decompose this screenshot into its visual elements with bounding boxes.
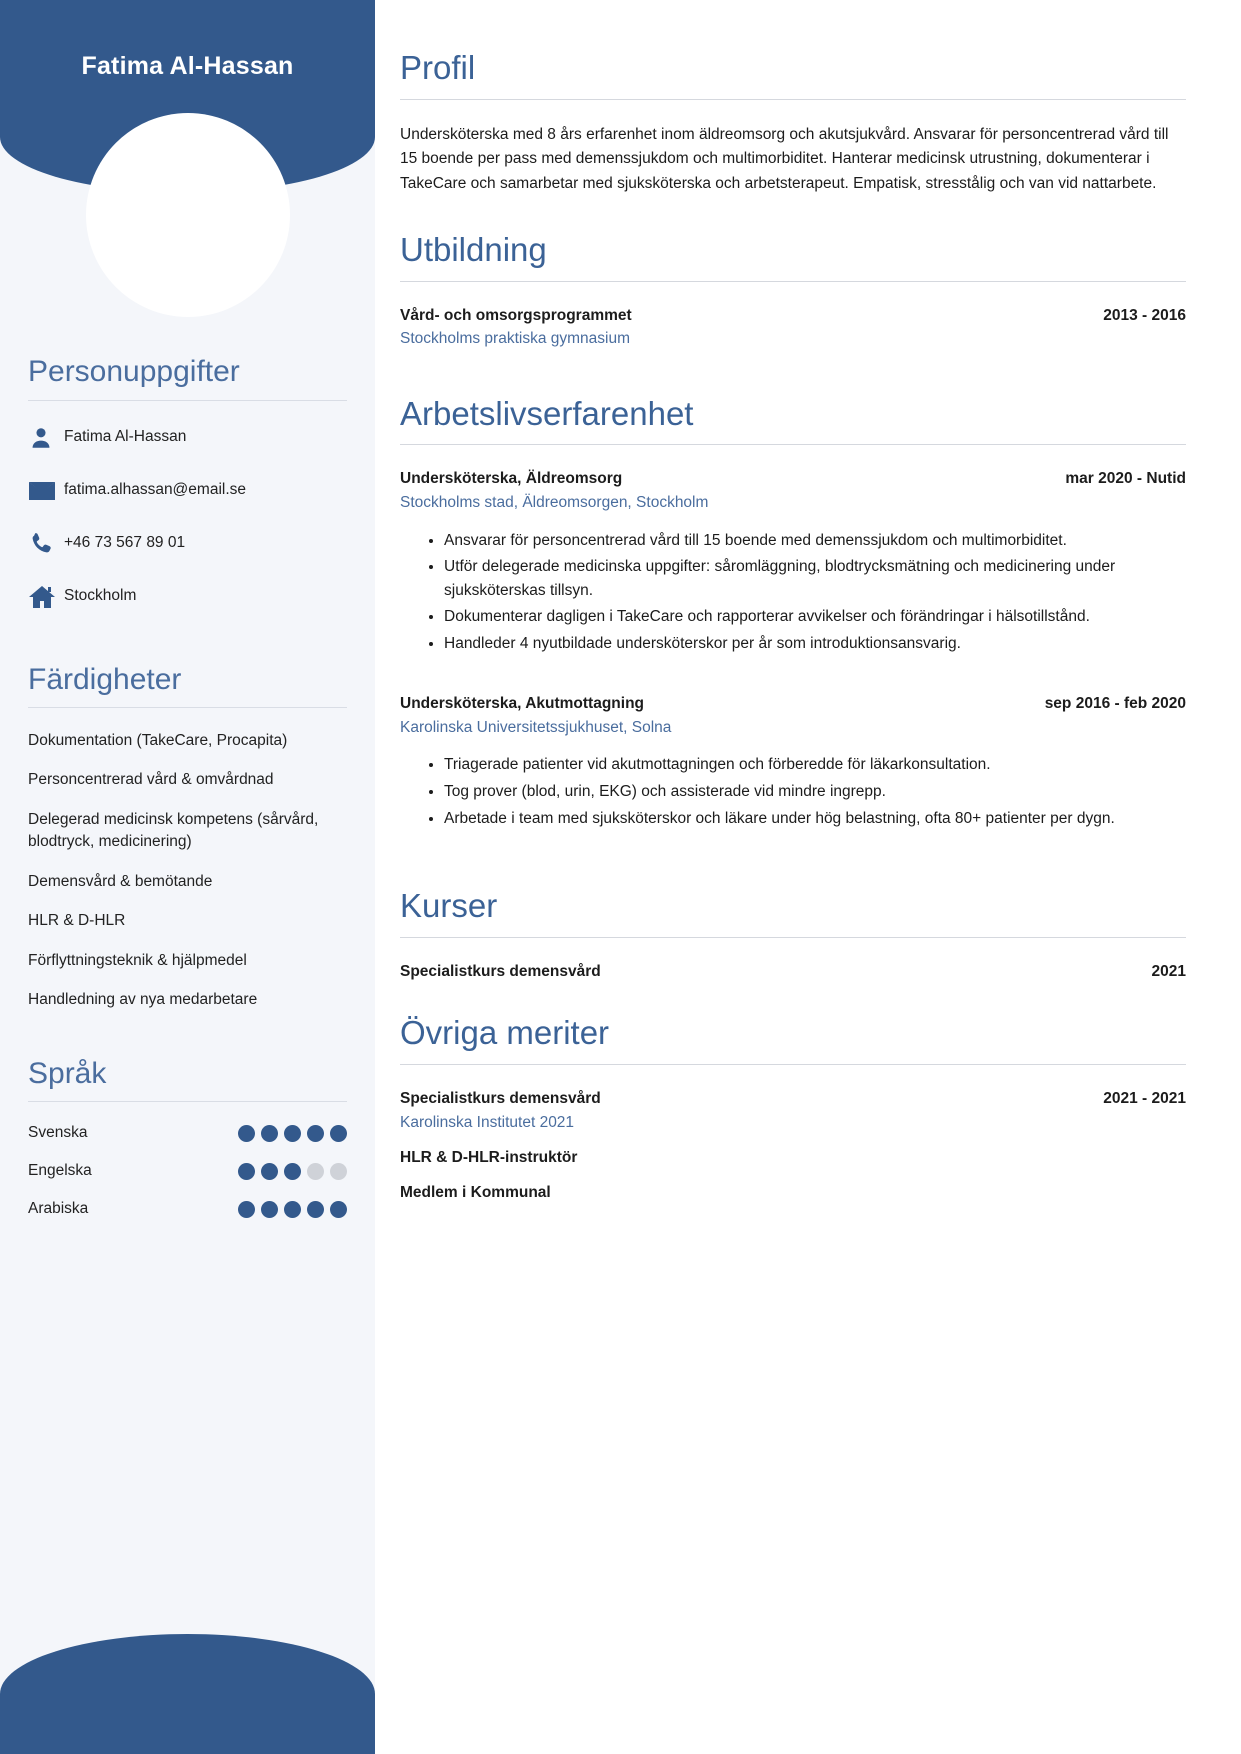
- skill-item: Delegerad medicinsk kompetens (sårvård, blodtryck, medicinering): [28, 810, 319, 851]
- language-row: [28, 1124, 347, 1142]
- skills-list: [28, 730, 347, 1012]
- entry-title: Medlem i Kommunal: [400, 1183, 551, 1201]
- experience-entries: [400, 468, 1186, 855]
- bullet-item: • Triagerade patienter vid akutmottagningen och förberedde för läkarkonsultation.: [444, 753, 1186, 777]
- level-dot-filled: [330, 1125, 347, 1142]
- level-dot-filled: [284, 1125, 301, 1142]
- language-row: [28, 1200, 347, 1218]
- entry: [400, 961, 1186, 983]
- level-dot-filled: [284, 1201, 301, 1218]
- spacer: [400, 658, 1186, 680]
- entry-header: [400, 961, 1186, 983]
- sidebar-languages-title: Språk: [28, 1056, 107, 1090]
- divider: [28, 707, 347, 708]
- languages-list: [28, 1124, 347, 1218]
- bullet-item: • Tog prover (blod, urin, EKG) och assisterade vid mindre ingrepp.: [444, 780, 1186, 804]
- entry-date: 2021 - 2021: [1103, 1089, 1186, 1107]
- entry-title: Specialistkurs demensvård: [400, 962, 601, 980]
- skill-item: Handledning av nya medarbetare: [28, 991, 258, 1009]
- sidebar-skills-title: Färdigheter: [28, 662, 182, 696]
- bullet-item: • Arbetade i team med sjuksköterskor och läkare under hög belastning, ofta 80+ patienter per dygn.: [444, 807, 1186, 831]
- bullet-item: • Dokumenterar dagligen i TakeCare och rapporterar avvikelser och förändringar i hälsotillstånd.: [444, 605, 1186, 629]
- entry-title: HLR & D-HLR-instruktör: [400, 1149, 578, 1167]
- experience-title: Arbetslivserfarenhet: [400, 394, 694, 432]
- level-dot-empty: [307, 1163, 324, 1180]
- entry-bullet-list: [400, 529, 1186, 656]
- level-dot-filled: [238, 1163, 255, 1180]
- sidebar-section-personal: [28, 355, 347, 612]
- divider: [28, 1101, 347, 1102]
- section-courses: [400, 886, 1186, 982]
- language-level-dots: [238, 1201, 347, 1218]
- divider: [400, 1064, 1186, 1065]
- person-icon: [28, 425, 64, 451]
- entry-subtitle: Stockholms praktiska gymnasium: [400, 330, 630, 348]
- entry-header: [400, 305, 1186, 327]
- main-content: [375, 0, 1241, 1754]
- skill-item: Personcentrerad vård & omvårdnad: [28, 771, 274, 789]
- level-dot-filled: [307, 1125, 324, 1142]
- contact-row-phone: [28, 529, 347, 559]
- bullet-item: • Handleder 4 nyutbildade undersköterskor per år som introduktionsansvarig.: [444, 632, 1186, 656]
- phone-icon: [28, 531, 64, 557]
- entry-title: Specialistkurs demensvård: [400, 1089, 601, 1107]
- bullet-item: • Ansvarar för personcentrerad vård till 15 boende med demenssjukdom och multimorbiditet.: [444, 529, 1186, 553]
- avatar-photo-placeholder: [86, 113, 290, 317]
- sidebar-personal-title: Personuppgifter: [28, 355, 240, 388]
- divider: [400, 444, 1186, 445]
- level-dot-filled: [261, 1163, 278, 1180]
- skill-item: Förflyttningsteknik & hjälpmedel: [28, 951, 247, 969]
- entry-header: [400, 1147, 1186, 1169]
- language-name: Svenska: [28, 1124, 88, 1142]
- entry-header: [400, 468, 1186, 490]
- courses-title: Kurser: [400, 887, 498, 925]
- level-dot-filled: [261, 1125, 278, 1142]
- entry-date: 2013 - 2016: [1103, 306, 1186, 324]
- contact-row-location: [28, 582, 347, 612]
- spacer: [28, 635, 347, 663]
- contact-row-email: [28, 476, 347, 506]
- level-dot-filled: [307, 1201, 324, 1218]
- other-merits-title: Övriga meriter: [400, 1014, 610, 1052]
- section-education: [400, 230, 1186, 351]
- entry-header: [400, 1182, 1186, 1204]
- entry-date: mar 2020 - Nutid: [1065, 470, 1186, 488]
- sidebar-content: [0, 355, 375, 1238]
- entry-header: [400, 693, 1186, 715]
- entry-date: 2021: [1151, 962, 1186, 980]
- entry-header: [400, 1088, 1186, 1110]
- entry-subtitle: Stockholms stad, Äldreomsorgen, Stockholm: [400, 494, 709, 512]
- other-merits-entries: [400, 1088, 1186, 1204]
- skill-item: HLR & D-HLR: [28, 912, 126, 930]
- section-experience: [400, 394, 1186, 855]
- spacer: [400, 833, 1186, 855]
- spacer: [400, 995, 1186, 1013]
- section-other-merits: [400, 1013, 1186, 1203]
- spacer: [400, 868, 1186, 886]
- entry: [400, 305, 1186, 351]
- entry: [400, 1182, 1186, 1204]
- contact-email-value: fatima.alhassan@email.se: [64, 481, 247, 499]
- entry-title: Vård- och omsorgsprogrammet: [400, 306, 632, 324]
- entry-title: Undersköterska, Akutmottagning: [400, 695, 645, 713]
- spacer: [400, 364, 1186, 394]
- entry: [400, 1147, 1186, 1169]
- entry: [400, 1088, 1186, 1134]
- language-level-dots: [238, 1125, 347, 1142]
- envelope-icon: [28, 480, 64, 502]
- divider: [400, 281, 1186, 282]
- entry: [400, 468, 1186, 680]
- level-dot-filled: [330, 1201, 347, 1218]
- profile-title: Profil: [400, 49, 476, 86]
- home-icon: [28, 584, 64, 610]
- skill-item: Demensvård & bemötande: [28, 872, 213, 890]
- entry-date: sep 2016 - feb 2020: [1044, 695, 1186, 713]
- language-row: [28, 1162, 347, 1180]
- sidebar-section-skills: [28, 663, 347, 1012]
- entry-title: Undersköterska, Äldreomsorg: [400, 470, 623, 488]
- entry-bullet-list: [400, 753, 1186, 830]
- section-profile: [400, 48, 1186, 196]
- contact-name-value: Fatima Al-Hassan: [64, 428, 187, 446]
- skill-item: Dokumentation (TakeCare, Procapita): [28, 732, 288, 749]
- sidebar-section-languages: [28, 1057, 347, 1219]
- spacer: [28, 1029, 347, 1057]
- entry: [400, 693, 1186, 855]
- education-title: Utbildning: [400, 231, 547, 269]
- level-dot-filled: [238, 1201, 255, 1218]
- divider: [28, 400, 347, 401]
- contact-location-value: Stockholm: [64, 587, 137, 605]
- education-entries: [400, 305, 1186, 351]
- contact-row-name: [28, 423, 347, 453]
- language-level-dots: [238, 1163, 347, 1180]
- entry-subtitle: Karolinska Institutet 2021: [400, 1113, 575, 1131]
- language-name: Engelska: [28, 1162, 92, 1180]
- level-dot-filled: [261, 1201, 278, 1218]
- candidate-name: Fatima Al-Hassan: [81, 52, 294, 80]
- level-dot-filled: [238, 1125, 255, 1142]
- level-dot-empty: [330, 1163, 347, 1180]
- language-name: Arabiska: [28, 1200, 89, 1218]
- courses-entries: [400, 961, 1186, 983]
- bullet-item: • Utför delegerade medicinska uppgifter: såromläggning, blodtrycksmätning och medicinering under sjuksköterskas tillsyn.: [444, 555, 1186, 602]
- entry-subtitle: Karolinska Universitetssjukhuset, Solna: [400, 718, 672, 736]
- contact-phone-value: +46 73 567 89 01: [64, 534, 186, 552]
- sidebar-footer-banner: [0, 1634, 375, 1754]
- avatar-container: [0, 113, 375, 317]
- divider: [400, 99, 1186, 100]
- sidebar: [0, 0, 375, 1754]
- profile-text: Undersköterska med 8 års erfarenhet inom äldreomsorg och akutsjukvård. Ansvarar för personcentrerad vård till 15 boende per pass med demenssjukdom och multimorbiditet. Hanterar medicinsk utrustning, dokumenterar i TakeCare och samarbetar med sjuksköterska och arbetsterapeut. Empatisk, stresstålig och van vid nattarbete.: [400, 125, 1169, 192]
- level-dot-filled: [284, 1163, 301, 1180]
- divider: [400, 937, 1186, 938]
